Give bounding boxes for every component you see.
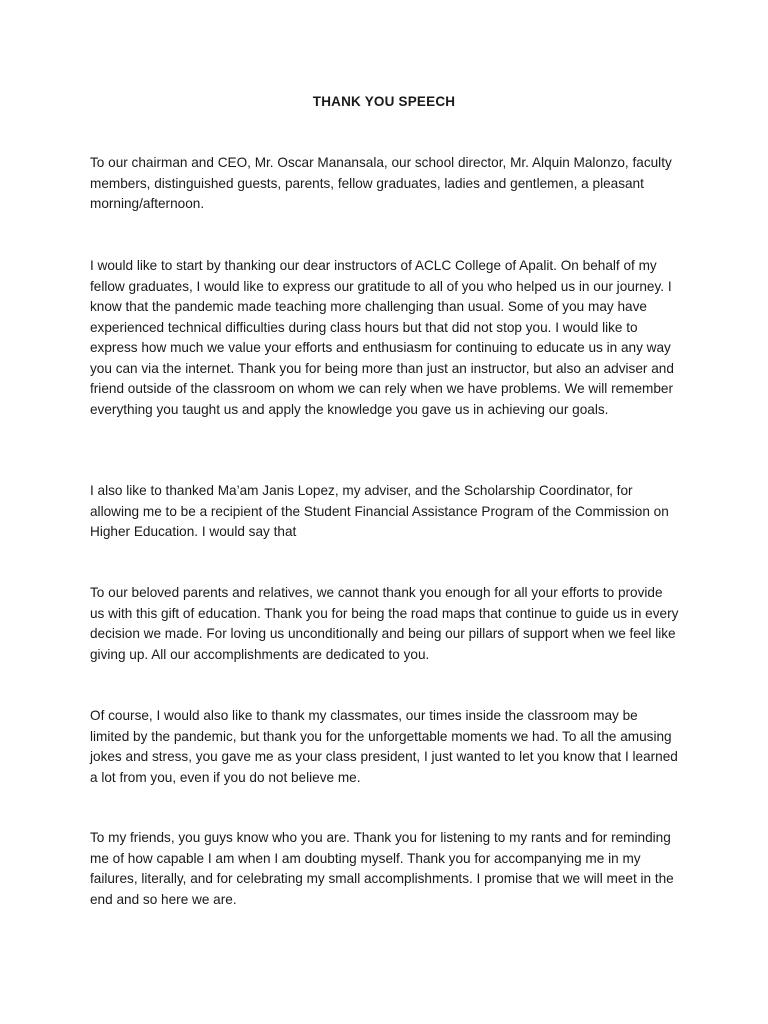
paragraph-salutation: To our chairman and CEO, Mr. Oscar Manansala, our school director, Mr. Alquin Malonzo, faculty members, distinguished guests, parents, fellow graduates, ladies and gentlemen, a pleasant morning/afternoon. bbox=[90, 155, 672, 211]
page-title: THANK YOU SPEECH bbox=[312, 94, 456, 109]
paragraph-friends: To my friends, you guys know who you are. Thank you for listening to my rants and for reminding me of how capable I am when I am doubting myself. Thank you for accompanying me in my failures, literally, and for celebrating my small accomplishments. I promise that we will meet in the end and so here we are. bbox=[90, 830, 674, 907]
paragraph-adviser: I also like to thanked Ma’am Janis Lopez, my adviser, and the Scholarship Coordinator, for allowing me to be a recipient of the Student Financial Assistance Program of the Commission on Higher Education. I would say that bbox=[90, 483, 669, 539]
paragraph-classmates: Of course, I would also like to thank my classmates, our times inside the classroom may be limited by the pandemic, but thank you for the unforgettable moments we had. To all the amusing jokes and stress, you gave me as your class president, I just wanted to let you know that I learned a lot from you, even if you do not believe me. bbox=[90, 708, 678, 785]
paragraph-parents: To our beloved parents and relatives, we cannot thank you enough for all your efforts to provide us with this gift of education. Thank you for being the road maps that continue to guide us in every decision we made. For loving us unconditionally and being our pillars of support when we feel like giving up. All our accomplishments are dedicated to you. bbox=[90, 585, 679, 662]
paragraph-instructors: I would like to start by thanking our dear instructors of ACLC College of Apalit. On behalf of my fellow graduates, I would like to express our gratitude to all of you who helped us in our journey. I know that the pandemic made teaching more challenging than usual. Some of you may have experienced technical difficulties during class hours but that did not stop you. I would like to express how much we value your efforts and enthusiasm for continuing to educate us in any way you can via the internet. Thank you for being more than just an instructor, but also an adviser and friend outside of the classroom on whom we can rely when we have problems. We will remember everything you taught us and apply the knowledge you gave us in achieving our goals. bbox=[90, 258, 674, 417]
